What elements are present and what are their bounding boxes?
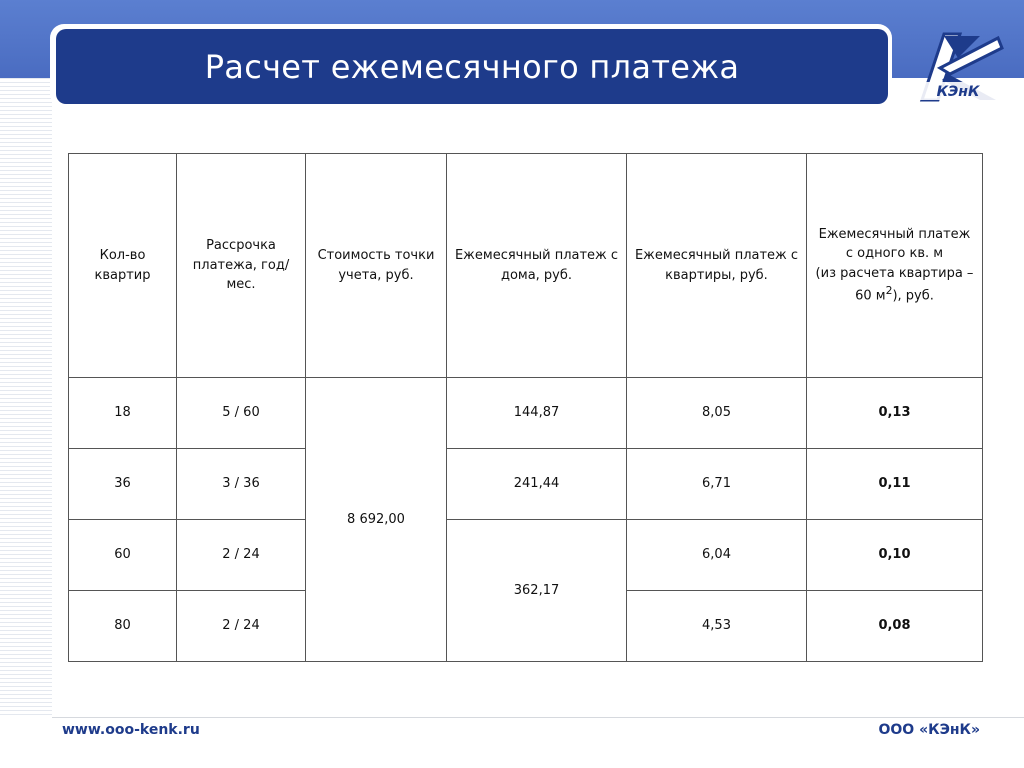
cell-apartments: 80 [69, 591, 177, 662]
cell-apt-payment: 8,05 [627, 378, 807, 449]
cell-house-payment: 144,87 [447, 378, 627, 449]
cell-installment: 3 / 36 [177, 449, 306, 520]
header-sqm-line4a: 60 м [855, 288, 886, 304]
cell-house-payment: 241,44 [447, 449, 627, 520]
header-sqm-line4b: ), руб. [892, 288, 934, 304]
payment-table [68, 153, 983, 662]
header-installment: Рассрочка платежа, год/мес. [177, 154, 306, 378]
cell-installment: 2 / 24 [177, 520, 306, 591]
header-apt-payment: Ежемесячный платеж с квартиры, руб. [627, 154, 807, 378]
cell-apartments: 18 [69, 378, 177, 449]
header-sqm-payment [807, 154, 983, 378]
cell-apt-payment: 6,71 [627, 449, 807, 520]
cell-sqm-payment: 0,11 [807, 449, 983, 520]
header-cost: Стоимость точки учета, руб. [306, 154, 447, 378]
header-apartments: Кол-во квартир [69, 154, 177, 378]
table-row [69, 378, 983, 449]
cell-sqm-payment: 0,13 [807, 378, 983, 449]
cell-installment: 5 / 60 [177, 378, 306, 449]
cell-house-payment: 362,17 [447, 520, 627, 662]
kenk-logo [908, 30, 1008, 106]
cell-sqm-payment: 0,10 [807, 520, 983, 591]
left-stripes-decoration [0, 78, 52, 718]
header-sqm-line3: (из расчета квартира – [815, 265, 974, 281]
cell-installment: 2 / 24 [177, 591, 306, 662]
cell-apt-payment: 4,53 [627, 591, 807, 662]
logo-text: КЭнК [936, 84, 980, 100]
table-row [69, 449, 983, 520]
cell-apartments: 36 [69, 449, 177, 520]
slide-title: Расчет ежемесячного платежа [56, 29, 888, 104]
footer-divider [52, 717, 1024, 718]
cell-apartments: 60 [69, 520, 177, 591]
header-sqm-sup: 2 [885, 284, 893, 298]
table-header-row [69, 154, 983, 378]
cell-sqm-payment: 0,08 [807, 591, 983, 662]
cell-apt-payment: 6,04 [627, 520, 807, 591]
cell-cost: 8 692,00 [306, 378, 447, 662]
footer-website-link[interactable]: www.ooo-kenk.ru [62, 722, 200, 738]
table-row [69, 520, 983, 591]
header-sqm-line1: Ежемесячный платеж [818, 226, 971, 242]
header-house-payment: Ежемесячный платеж с дома, руб. [447, 154, 627, 378]
footer-company-name: ООО «КЭнК» [878, 722, 980, 738]
header-sqm-line2: с одного кв. м [845, 246, 944, 262]
